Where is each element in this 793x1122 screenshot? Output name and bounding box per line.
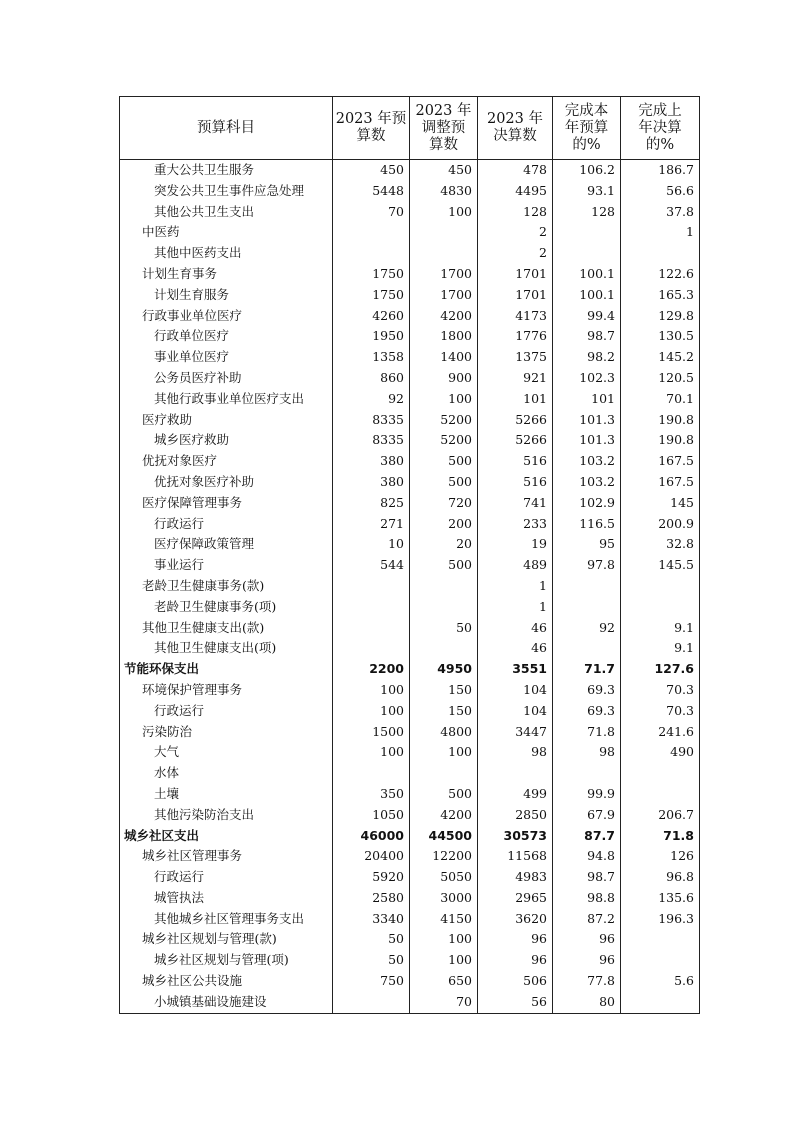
cell-pct-budget: 98.8 [553, 888, 621, 909]
cell-adjusted: 1700 [410, 264, 478, 285]
header-final-accounts: 2023 年 决算数 [478, 97, 553, 160]
cell-budget: 544 [333, 555, 410, 576]
cell-pct-budget [553, 597, 621, 618]
cell-pct-last-year [621, 992, 700, 1013]
cell-pct-last-year: 145 [621, 493, 700, 514]
cell-final: 98 [478, 742, 553, 763]
cell-pct-last-year: 186.7 [621, 160, 700, 181]
cell-final: 1701 [478, 264, 553, 285]
cell-item-name: 老龄卫生健康事务(款) [120, 576, 333, 597]
cell-adjusted [410, 576, 478, 597]
cell-budget: 70 [333, 202, 410, 223]
table-row [120, 680, 700, 701]
cell-adjusted [410, 763, 478, 784]
header-pct-of-budget: 完成本 年预算 的% [553, 97, 621, 160]
cell-pct-last-year: 70.1 [621, 389, 700, 410]
table-row [120, 430, 700, 451]
table-row [120, 763, 700, 784]
cell-item-name: 其他卫生健康支出(款) [120, 618, 333, 639]
cell-item-name: 行政运行 [120, 701, 333, 722]
cell-pct-last-year: 241.6 [621, 722, 700, 743]
cell-pct-budget: 94.8 [553, 846, 621, 867]
cell-pct-budget: 96 [553, 929, 621, 950]
cell-final: 1776 [478, 326, 553, 347]
cell-item-name: 其他行政事业单位医疗支出 [120, 389, 333, 410]
cell-pct-budget: 92 [553, 618, 621, 639]
cell-final: 741 [478, 493, 553, 514]
table-row [120, 389, 700, 410]
cell-pct-last-year: 37.8 [621, 202, 700, 223]
cell-adjusted: 3000 [410, 888, 478, 909]
cell-final: 3447 [478, 722, 553, 743]
cell-pct-budget: 103.2 [553, 472, 621, 493]
cell-final: 5266 [478, 410, 553, 431]
cell-budget: 46000 [333, 826, 410, 847]
table-row [120, 243, 700, 264]
cell-pct-budget: 102.3 [553, 368, 621, 389]
cell-pct-last-year: 167.5 [621, 472, 700, 493]
cell-budget [333, 638, 410, 659]
cell-budget: 8335 [333, 430, 410, 451]
table-row [120, 971, 700, 992]
cell-item-name: 突发公共卫生事件应急处理 [120, 181, 333, 202]
table-row [120, 992, 700, 1013]
cell-final: 19 [478, 534, 553, 555]
cell-final: 11568 [478, 846, 553, 867]
cell-item-name: 医疗保障管理事务 [120, 493, 333, 514]
cell-budget: 860 [333, 368, 410, 389]
cell-pct-last-year: 196.3 [621, 909, 700, 930]
cell-item-name: 土壤 [120, 784, 333, 805]
table-row [120, 867, 700, 888]
cell-budget [333, 618, 410, 639]
cell-item-name: 水体 [120, 763, 333, 784]
cell-item-name: 医疗救助 [120, 410, 333, 431]
cell-item-name: 污染防治 [120, 722, 333, 743]
cell-pct-last-year: 96.8 [621, 867, 700, 888]
cell-budget: 4260 [333, 306, 410, 327]
cell-item-name: 小城镇基础设施建设 [120, 992, 333, 1013]
cell-adjusted: 650 [410, 971, 478, 992]
cell-adjusted: 4950 [410, 659, 478, 680]
cell-final: 489 [478, 555, 553, 576]
table-row [120, 618, 700, 639]
cell-final: 921 [478, 368, 553, 389]
cell-budget: 1050 [333, 805, 410, 826]
cell-pct-last-year: 126 [621, 846, 700, 867]
table-row [120, 368, 700, 389]
cell-adjusted: 1400 [410, 347, 478, 368]
table-row [120, 929, 700, 950]
cell-budget: 1358 [333, 347, 410, 368]
table-row [120, 805, 700, 826]
table-row [120, 264, 700, 285]
table-row [120, 846, 700, 867]
table-row [120, 285, 700, 306]
cell-item-name: 老龄卫生健康事务(项) [120, 597, 333, 618]
cell-pct-last-year [621, 597, 700, 618]
cell-item-name: 其他卫生健康支出(项) [120, 638, 333, 659]
cell-pct-last-year: 167.5 [621, 451, 700, 472]
table-row [120, 472, 700, 493]
cell-budget: 1950 [333, 326, 410, 347]
cell-budget: 50 [333, 929, 410, 950]
cell-item-name: 环境保护管理事务 [120, 680, 333, 701]
cell-pct-budget: 101.3 [553, 430, 621, 451]
table-row [120, 909, 700, 930]
table-row [120, 306, 700, 327]
cell-pct-budget: 87.2 [553, 909, 621, 930]
cell-budget [333, 222, 410, 243]
cell-adjusted: 4200 [410, 805, 478, 826]
cell-pct-last-year [621, 763, 700, 784]
cell-budget: 100 [333, 680, 410, 701]
cell-adjusted: 500 [410, 784, 478, 805]
cell-budget: 271 [333, 514, 410, 535]
cell-adjusted: 100 [410, 929, 478, 950]
cell-adjusted: 100 [410, 389, 478, 410]
cell-budget: 50 [333, 950, 410, 971]
cell-final: 3620 [478, 909, 553, 930]
cell-pct-budget: 95 [553, 534, 621, 555]
cell-pct-last-year [621, 243, 700, 264]
cell-budget: 5920 [333, 867, 410, 888]
cell-final: 506 [478, 971, 553, 992]
cell-adjusted: 4200 [410, 306, 478, 327]
cell-adjusted: 12200 [410, 846, 478, 867]
cell-pct-budget: 98.2 [553, 347, 621, 368]
cell-pct-last-year: 206.7 [621, 805, 700, 826]
cell-item-name: 城乡医疗救助 [120, 430, 333, 451]
table-body [120, 160, 700, 1014]
cell-budget: 100 [333, 742, 410, 763]
cell-pct-last-year: 130.5 [621, 326, 700, 347]
cell-pct-budget: 96 [553, 950, 621, 971]
cell-pct-last-year: 200.9 [621, 514, 700, 535]
cell-adjusted: 900 [410, 368, 478, 389]
cell-pct-budget: 69.3 [553, 701, 621, 722]
cell-pct-last-year: 5.6 [621, 971, 700, 992]
cell-pct-last-year: 32.8 [621, 534, 700, 555]
cell-pct-last-year: 129.8 [621, 306, 700, 327]
cell-adjusted: 1800 [410, 326, 478, 347]
budget-table [119, 96, 700, 1014]
cell-budget: 8335 [333, 410, 410, 431]
cell-final: 1701 [478, 285, 553, 306]
cell-item-name: 其他中医药支出 [120, 243, 333, 264]
cell-item-name: 城乡社区公共设施 [120, 971, 333, 992]
table-row [120, 597, 700, 618]
table-row [120, 160, 700, 181]
cell-item-name: 行政事业单位医疗 [120, 306, 333, 327]
header-pct-of-last-year: 完成上 年决算 的% [621, 97, 700, 160]
cell-final: 104 [478, 701, 553, 722]
cell-item-name: 节能环保支出 [120, 659, 333, 680]
cell-final: 1 [478, 597, 553, 618]
table-row [120, 347, 700, 368]
cell-pct-budget: 98 [553, 742, 621, 763]
cell-budget: 1500 [333, 722, 410, 743]
cell-adjusted: 100 [410, 202, 478, 223]
cell-budget [333, 992, 410, 1013]
cell-item-name: 中医药 [120, 222, 333, 243]
cell-adjusted: 150 [410, 680, 478, 701]
table-row [120, 555, 700, 576]
cell-budget: 2200 [333, 659, 410, 680]
cell-pct-budget: 71.8 [553, 722, 621, 743]
cell-final: 233 [478, 514, 553, 535]
cell-item-name: 其他城乡社区管理事务支出 [120, 909, 333, 930]
cell-final: 1 [478, 576, 553, 597]
cell-final: 4983 [478, 867, 553, 888]
cell-pct-budget: 80 [553, 992, 621, 1013]
cell-item-name: 医疗保障政策管理 [120, 534, 333, 555]
table-row [120, 222, 700, 243]
cell-budget: 3340 [333, 909, 410, 930]
cell-final: 4173 [478, 306, 553, 327]
cell-final: 478 [478, 160, 553, 181]
cell-budget: 750 [333, 971, 410, 992]
cell-item-name: 事业单位医疗 [120, 347, 333, 368]
cell-final: 4495 [478, 181, 553, 202]
cell-budget: 20400 [333, 846, 410, 867]
cell-budget: 92 [333, 389, 410, 410]
cell-pct-budget: 93.1 [553, 181, 621, 202]
cell-pct-budget: 98.7 [553, 867, 621, 888]
cell-final: 1375 [478, 347, 553, 368]
cell-final [478, 763, 553, 784]
cell-item-name: 其他污染防治支出 [120, 805, 333, 826]
cell-pct-budget [553, 576, 621, 597]
cell-pct-budget: 128 [553, 202, 621, 223]
cell-pct-budget: 101.3 [553, 410, 621, 431]
cell-budget [333, 597, 410, 618]
table-row [120, 493, 700, 514]
cell-pct-budget [553, 638, 621, 659]
cell-pct-last-year [621, 784, 700, 805]
cell-item-name: 城乡社区规划与管理(款) [120, 929, 333, 950]
table-row [120, 410, 700, 431]
cell-item-name: 大气 [120, 742, 333, 763]
table-row [120, 659, 700, 680]
cell-pct-last-year: 165.3 [621, 285, 700, 306]
cell-adjusted: 20 [410, 534, 478, 555]
cell-item-name: 其他公共卫生支出 [120, 202, 333, 223]
cell-budget: 1750 [333, 264, 410, 285]
cell-pct-last-year: 127.6 [621, 659, 700, 680]
cell-pct-last-year [621, 950, 700, 971]
cell-pct-last-year [621, 576, 700, 597]
cell-adjusted: 44500 [410, 826, 478, 847]
cell-adjusted [410, 638, 478, 659]
cell-budget: 10 [333, 534, 410, 555]
cell-adjusted: 1700 [410, 285, 478, 306]
cell-adjusted: 100 [410, 950, 478, 971]
cell-item-name: 重大公共卫生服务 [120, 160, 333, 181]
cell-budget: 350 [333, 784, 410, 805]
cell-item-name: 公务员医疗补助 [120, 368, 333, 389]
cell-final: 96 [478, 950, 553, 971]
cell-pct-last-year: 56.6 [621, 181, 700, 202]
cell-final: 499 [478, 784, 553, 805]
cell-adjusted: 100 [410, 742, 478, 763]
cell-adjusted: 720 [410, 493, 478, 514]
cell-pct-last-year: 135.6 [621, 888, 700, 909]
header-budget-item: 预算科目 [120, 97, 333, 160]
cell-item-name: 计划生育服务 [120, 285, 333, 306]
cell-pct-budget: 103.2 [553, 451, 621, 472]
cell-item-name: 事业运行 [120, 555, 333, 576]
cell-pct-last-year [621, 929, 700, 950]
cell-budget [333, 243, 410, 264]
cell-pct-last-year: 9.1 [621, 618, 700, 639]
table-row [120, 202, 700, 223]
cell-adjusted: 4830 [410, 181, 478, 202]
cell-pct-budget: 100.1 [553, 285, 621, 306]
cell-final: 46 [478, 638, 553, 659]
cell-pct-last-year: 1 [621, 222, 700, 243]
cell-final: 516 [478, 472, 553, 493]
cell-item-name: 行政运行 [120, 514, 333, 535]
cell-item-name: 优抚对象医疗 [120, 451, 333, 472]
cell-budget: 5448 [333, 181, 410, 202]
cell-adjusted: 70 [410, 992, 478, 1013]
cell-final: 56 [478, 992, 553, 1013]
cell-final: 2850 [478, 805, 553, 826]
cell-pct-last-year: 120.5 [621, 368, 700, 389]
cell-item-name: 城乡社区规划与管理(项) [120, 950, 333, 971]
cell-budget: 380 [333, 472, 410, 493]
table-header-row [120, 97, 700, 160]
cell-budget [333, 763, 410, 784]
cell-adjusted: 50 [410, 618, 478, 639]
cell-pct-budget: 87.7 [553, 826, 621, 847]
cell-item-name: 计划生育事务 [120, 264, 333, 285]
cell-budget: 1750 [333, 285, 410, 306]
cell-pct-budget [553, 243, 621, 264]
table-row [120, 784, 700, 805]
cell-final: 2 [478, 222, 553, 243]
cell-pct-budget: 67.9 [553, 805, 621, 826]
cell-item-name: 城乡社区支出 [120, 826, 333, 847]
table-row [120, 534, 700, 555]
cell-pct-budget [553, 222, 621, 243]
cell-pct-budget: 98.7 [553, 326, 621, 347]
cell-adjusted [410, 243, 478, 264]
table-row [120, 451, 700, 472]
cell-pct-last-year: 70.3 [621, 701, 700, 722]
cell-budget: 450 [333, 160, 410, 181]
cell-budget [333, 576, 410, 597]
cell-pct-budget: 100.1 [553, 264, 621, 285]
cell-adjusted: 500 [410, 451, 478, 472]
cell-budget: 380 [333, 451, 410, 472]
table-row [120, 326, 700, 347]
cell-adjusted: 5200 [410, 410, 478, 431]
cell-pct-budget: 116.5 [553, 514, 621, 535]
table-row [120, 742, 700, 763]
cell-pct-budget: 99.4 [553, 306, 621, 327]
cell-adjusted: 5050 [410, 867, 478, 888]
cell-pct-last-year: 70.3 [621, 680, 700, 701]
cell-item-name: 城管执法 [120, 888, 333, 909]
table-row [120, 722, 700, 743]
table-row [120, 950, 700, 971]
cell-adjusted: 4150 [410, 909, 478, 930]
cell-adjusted: 450 [410, 160, 478, 181]
cell-pct-budget: 106.2 [553, 160, 621, 181]
cell-item-name: 行政运行 [120, 867, 333, 888]
cell-adjusted: 150 [410, 701, 478, 722]
cell-pct-last-year: 190.8 [621, 430, 700, 451]
cell-pct-budget [553, 763, 621, 784]
cell-pct-last-year: 9.1 [621, 638, 700, 659]
cell-budget: 2580 [333, 888, 410, 909]
cell-pct-budget: 102.9 [553, 493, 621, 514]
cell-pct-budget: 71.7 [553, 659, 621, 680]
cell-adjusted [410, 222, 478, 243]
cell-adjusted [410, 597, 478, 618]
cell-final: 3551 [478, 659, 553, 680]
cell-final: 128 [478, 202, 553, 223]
cell-final: 96 [478, 929, 553, 950]
cell-final: 104 [478, 680, 553, 701]
cell-adjusted: 500 [410, 472, 478, 493]
cell-pct-last-year: 71.8 [621, 826, 700, 847]
cell-final: 2965 [478, 888, 553, 909]
cell-adjusted: 200 [410, 514, 478, 535]
header-budget-amount: 2023 年预 算数 [333, 97, 410, 160]
cell-pct-budget: 101 [553, 389, 621, 410]
cell-pct-budget: 77.8 [553, 971, 621, 992]
cell-pct-last-year: 122.6 [621, 264, 700, 285]
cell-budget: 100 [333, 701, 410, 722]
table-row [120, 576, 700, 597]
cell-budget: 825 [333, 493, 410, 514]
cell-pct-last-year: 190.8 [621, 410, 700, 431]
table-row [120, 701, 700, 722]
cell-adjusted: 5200 [410, 430, 478, 451]
cell-final: 30573 [478, 826, 553, 847]
cell-pct-budget: 99.9 [553, 784, 621, 805]
cell-item-name: 优抚对象医疗补助 [120, 472, 333, 493]
cell-adjusted: 4800 [410, 722, 478, 743]
cell-pct-last-year: 145.2 [621, 347, 700, 368]
cell-final: 101 [478, 389, 553, 410]
cell-item-name: 城乡社区管理事务 [120, 846, 333, 867]
cell-pct-budget: 69.3 [553, 680, 621, 701]
cell-item-name: 行政单位医疗 [120, 326, 333, 347]
table-row [120, 826, 700, 847]
table-row [120, 888, 700, 909]
cell-pct-last-year: 490 [621, 742, 700, 763]
cell-final: 46 [478, 618, 553, 639]
table-row [120, 181, 700, 202]
cell-pct-budget: 97.8 [553, 555, 621, 576]
header-adjusted-budget: 2023 年 调整预 算数 [410, 97, 478, 160]
table-row [120, 638, 700, 659]
table-row [120, 514, 700, 535]
cell-final: 5266 [478, 430, 553, 451]
cell-adjusted: 500 [410, 555, 478, 576]
cell-pct-last-year: 145.5 [621, 555, 700, 576]
cell-final: 2 [478, 243, 553, 264]
cell-final: 516 [478, 451, 553, 472]
